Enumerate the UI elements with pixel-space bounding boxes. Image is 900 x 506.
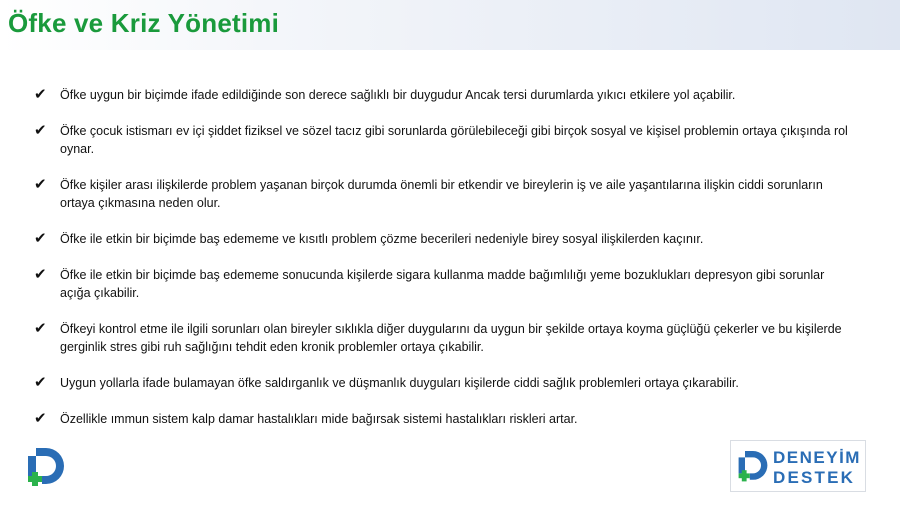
slide-title: Öfke ve Kriz Yönetimi (8, 8, 280, 38)
bullet-text: Öfke ile etkin bir biçimde baş edememe sonucunda kişilerde sigara kullanma madde bağımlılığı yeme bozuklukları depresyon gibi sorunlar açığa çıkabilir. (60, 268, 825, 300)
brand-name-top: DENEYİM (773, 448, 861, 467)
bullet-text: Öfke ile etkin bir biçimde baş edememe ve kısıtlı problem çözme becerileri nedeniyle birey sosyal ilişkilerden kaçınır. (60, 232, 704, 246)
brand-name-bottom: DESTEK (773, 468, 856, 487)
bullet-text: Öfke kişiler arası ilişkilerde problem yaşanan birçok durumda önemli bir etkendir ve bireylerin iş ve aile yaşantılarına ilişkin ciddi sorunların ortaya çıkmasına neden olur. (60, 178, 823, 210)
brand-d-logo-icon (737, 448, 769, 486)
bullet-item (34, 122, 854, 158)
check-icon: ✔ (34, 176, 47, 193)
check-icon: ✔ (34, 230, 47, 247)
bullet-item (34, 176, 854, 212)
bullet-item (34, 374, 854, 392)
brand-logo (730, 440, 866, 492)
bullet-item (34, 320, 854, 356)
check-icon: ✔ (34, 86, 47, 103)
bullet-item (34, 230, 854, 248)
bullet-list (34, 86, 854, 446)
check-icon: ✔ (34, 410, 47, 427)
check-icon: ✔ (34, 374, 47, 391)
bullet-text: Özellikle ımmun sistem kalp damar hastalıkları mide bağırsak sistemi hastalıkları riskleri artar. (60, 412, 578, 426)
check-icon: ✔ (34, 122, 47, 139)
brand-d-logo-icon (26, 446, 66, 490)
bullet-item (34, 266, 854, 302)
check-icon: ✔ (34, 320, 47, 337)
bullet-text: Öfke çocuk istismarı ev içi şiddet fiziksel ve sözel tacız gibi sorunlarda görülebileceği gibi birçok sosyal ve kişisel problemin ortaya çıkışında rol oynar. (60, 124, 848, 156)
bullet-text: Öfkeyi kontrol etme ile ilgili sorunları olan bireyler sıklıkla diğer duygularını da uygun bir şekilde ortaya koyma güçlüğü çekerler ve bu kişilerde gerginlik stres gibi ruh sağlığını tehdit eden kronik problemler ortaya çıkabilir. (60, 322, 842, 354)
bullet-item (34, 86, 854, 104)
bullet-item (34, 410, 854, 428)
bullet-text: Öfke uygun bir biçimde ifade edildiğinde son derece sağlıklı bir duygudur Ancak tersi durumlarda yıkıcı etkilere yol açabilir. (60, 88, 736, 102)
bullet-text: Uygun yollarla ifade bulamayan öfke saldırganlık ve düşmanlık duyguları kişilerde ciddi sağlık problemleri ortaya çıkarabilir. (60, 376, 739, 390)
check-icon: ✔ (34, 266, 47, 283)
